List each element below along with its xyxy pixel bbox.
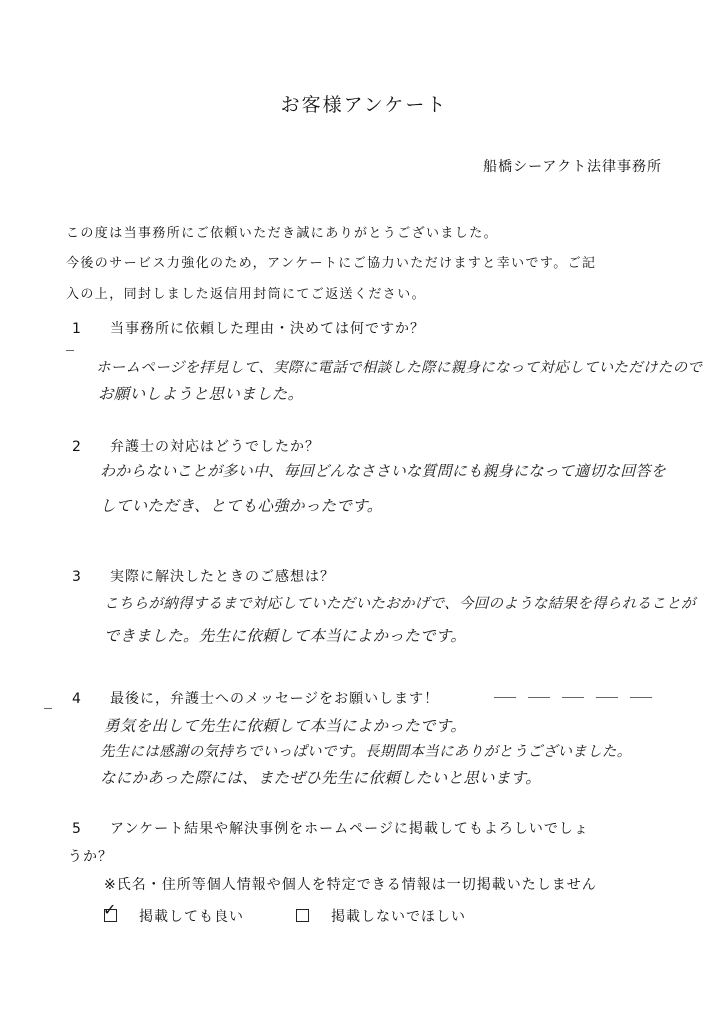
check-mark-icon: ✓ [103,900,118,919]
question-4 [72,688,439,708]
question-number: 3 [72,569,82,585]
intro-line-2: 今後のサービス力強化のため，アンケートにご協力いただけますと幸いです。ご記 [66,256,597,271]
intro-line-1: この度は当事務所にご依頼いただき誠にありがとうございました。 [66,226,499,241]
answer-3-line-1: こちらが納得するまで対応していただいたおかげで、今回のような結果を得られることが [104,596,696,612]
answer-4-line-3: なにかあった際には、またぜひ先生に依頼したいと思います。 [100,769,542,787]
answer-4-line-1: 勇気を出して先生に依頼して本当によかったです。 [104,717,467,735]
option-label: 掲載しても良い [139,909,244,925]
question-5-continued: うか？ [68,849,113,865]
divider [562,697,584,698]
answer-2-line-1: わからないことが多い中、毎回どんなささいな質問にも親身になって適切な回答を [100,462,667,480]
divider [44,708,52,709]
divider [630,697,652,698]
question-number: 2 [72,439,82,455]
checkbox-checked[interactable] [103,900,118,922]
page-title: お客様アンケート [280,94,448,116]
option-publish-no[interactable] [296,906,466,926]
question-text: アンケート結果や解決事例をホームページに掲載してもよろしいでしょ [110,821,589,837]
question-text: 実際に解決したときのご感想は？ [110,569,335,585]
checkbox-unchecked[interactable] [296,909,309,922]
question-number: 4 [72,691,82,707]
intro-line-3: 入の上，同封しました返信用封筒にてご返送ください。 [66,287,427,302]
divider [494,697,516,698]
question-3 [72,566,335,586]
option-label: 掲載しないでほしい [331,909,466,925]
question-1 [72,318,425,338]
question-5 [72,818,589,838]
divider [528,697,550,698]
option-publish-ok[interactable] [103,900,244,926]
question-number: 5 [72,821,82,837]
question-2 [72,436,320,456]
question-text: 当事務所に依頼した理由・決めては何ですか？ [110,321,425,337]
divider [596,697,618,698]
privacy-note: ※氏名・住所等個人情報や個人を特定できる情報は一切掲載いたしません [104,877,597,893]
divider [66,350,74,351]
question-text: 最後に，弁護士へのメッセージをお願いします！ [110,691,440,707]
answer-4-line-2: 先生には感謝の気持ちでいっぱいです。長期間本当にありがとうございました。 [100,744,632,760]
answer-2-line-2: していただき、とても心強かったです。 [100,497,383,515]
question-text: 弁護士の対応はどうでしたか？ [110,439,320,455]
firm-name: 船橋シーアクト法律事務所 [483,159,662,175]
answer-1-line-1: ホームページを拝見して、実際に電話で相談した際に親身になって対応していただけたので [96,360,703,376]
answer-1-line-2: お願いしようと思いました。 [98,385,304,403]
question-number: 1 [72,321,82,337]
answer-3-line-2: できました。先生に依頼して本当によかったです。 [104,627,467,645]
